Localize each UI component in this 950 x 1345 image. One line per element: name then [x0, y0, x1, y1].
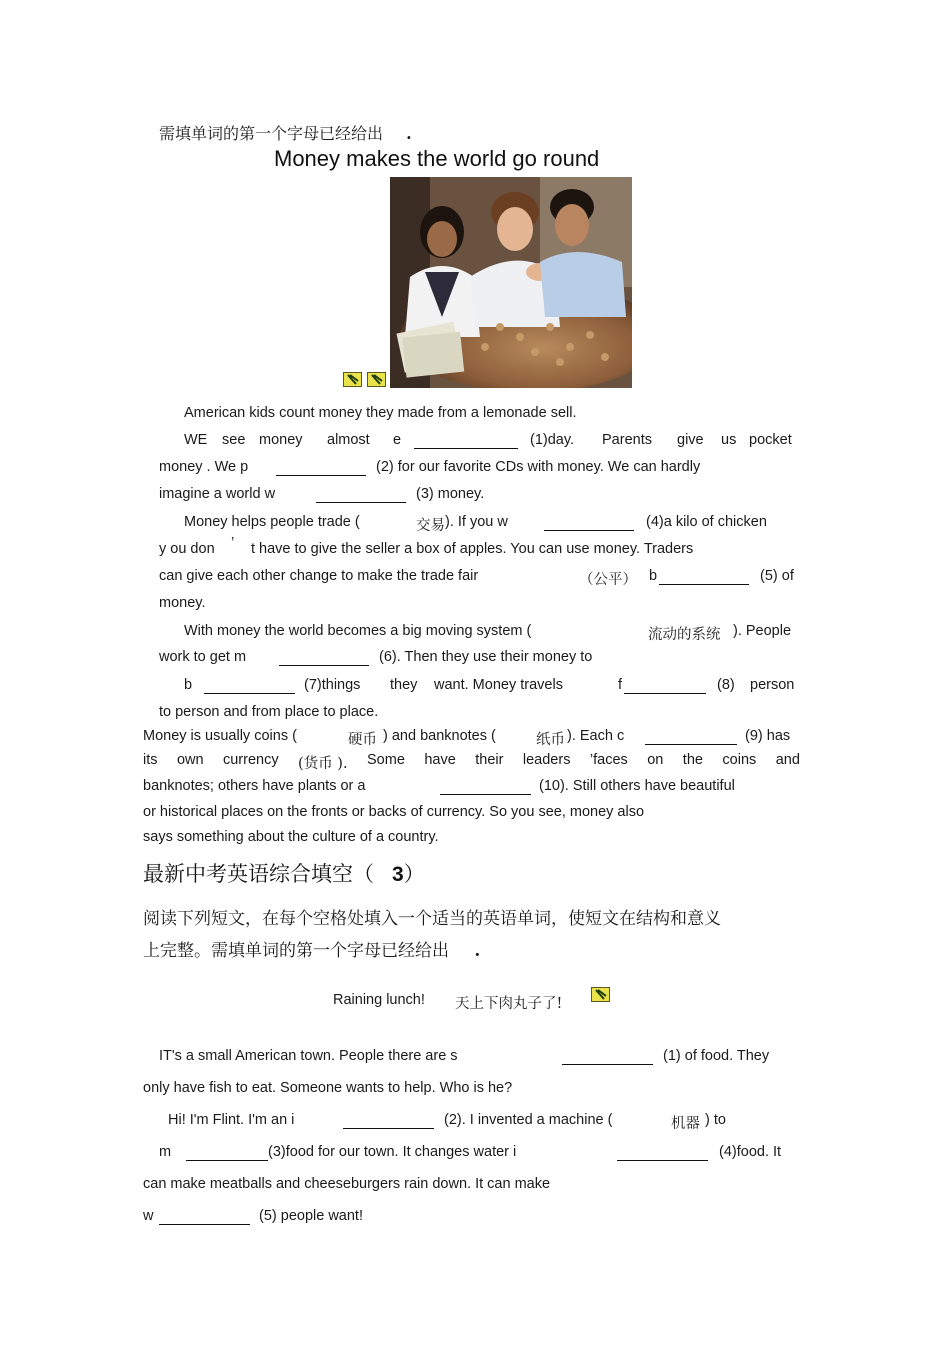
blank-4[interactable]: [544, 516, 634, 531]
text: person: [750, 677, 795, 693]
word: have: [424, 752, 456, 768]
word: currency: [222, 752, 279, 768]
text: (5) people want!: [259, 1208, 363, 1224]
word: their: [475, 752, 504, 768]
speaker-glyph-icon: [368, 373, 385, 386]
instruction-line: [143, 936, 480, 961]
text: Money is usually coins (: [143, 728, 297, 744]
text: t have to give the seller a box of apples. You can use money. Traders: [251, 541, 694, 557]
instruction-dot: .: [406, 124, 412, 143]
passage-line: can make meatballs and cheeseburgers rain down. It can make: [143, 1176, 551, 1192]
blank-2[interactable]: [276, 461, 366, 476]
photo-caption: American kids count money they made from a lemonade sell.: [184, 405, 577, 421]
text: they: [390, 677, 418, 693]
blank-7[interactable]: [204, 679, 295, 694]
passage-line: [159, 649, 593, 665]
text: With money the world becomes a big moving system (: [184, 623, 532, 639]
text: (7)things: [304, 677, 361, 693]
word: and: [775, 752, 800, 768]
word: the: [682, 752, 703, 768]
text: Money helps people trade (: [184, 514, 360, 530]
text: (3) money.: [416, 486, 485, 502]
instruction-line: 阅读下列短文，在每个空格处填入一个适当的英语单词，使短文在结构和意义: [143, 909, 721, 929]
heading-text: 最新中考英语综合填空（: [143, 862, 374, 886]
passage-line: [184, 623, 792, 643]
text: (4)food. It: [719, 1144, 782, 1160]
word: coins: [722, 752, 757, 768]
text: Hi! I'm Flint. I'm an i: [168, 1112, 295, 1128]
heading-close: ）: [403, 862, 425, 886]
photo-illustration: [390, 177, 632, 388]
text: (3)food for our town. It changes water i: [268, 1144, 517, 1160]
word: see: [222, 432, 246, 448]
text: m: [159, 1144, 172, 1160]
passage-line: money.: [159, 595, 206, 611]
text: (2). I invented a machine (: [444, 1112, 613, 1128]
blank-s2-1[interactable]: [562, 1050, 653, 1065]
text: ) and banknotes (: [383, 728, 496, 744]
text: imagine a world w: [159, 486, 276, 502]
kids-counting-coins-photo: [390, 177, 632, 388]
text: (5) of: [760, 568, 794, 584]
text: IT's a small American town. People there are s: [159, 1048, 458, 1064]
instruction-dot: .: [474, 941, 481, 961]
text: (2) for our favorite CDs with money. We can hardly: [376, 459, 701, 475]
chinese-gloss: （公平）: [579, 572, 637, 588]
text: w: [143, 1208, 154, 1224]
passage-line: to person and from place to place.: [159, 704, 379, 720]
instruction-tail: [159, 121, 412, 144]
text: ). People: [733, 623, 792, 639]
instruction-text: 上完整。需填单词的第一个字母已经给出: [143, 941, 449, 961]
apostrophe: ’: [231, 535, 235, 551]
text: ). If you w: [445, 514, 508, 530]
blank-6[interactable]: [279, 651, 369, 666]
text: (9) has: [745, 728, 791, 744]
text: (4)a kilo of chicken: [646, 514, 767, 530]
passage-line: says something about the culture of a country.: [143, 829, 439, 845]
text: ) to: [705, 1112, 726, 1128]
speaker-glyph-icon: [344, 373, 361, 386]
word: Some: [367, 752, 405, 768]
blank-s2-5[interactable]: [159, 1210, 250, 1225]
blank-1[interactable]: [414, 434, 518, 449]
text: f: [618, 677, 623, 693]
audio-speaker-icon[interactable]: [343, 372, 362, 387]
passage-line: or historical places on the fronts or backs of currency. So you see, money also: [143, 804, 645, 820]
passage-line: [159, 486, 485, 502]
speaker-glyph-icon: [592, 988, 609, 1001]
passage-title: Money makes the world go round: [274, 146, 600, 171]
passage-line: [143, 778, 735, 794]
subtitle-en: Raining lunch!: [333, 992, 425, 1008]
word: leaders: [522, 752, 571, 768]
word: us: [721, 432, 737, 448]
passage-line: [168, 1112, 726, 1132]
word: money: [259, 432, 303, 448]
chinese-gloss: 流动的系统: [648, 627, 721, 643]
passage-line: [159, 568, 794, 588]
passage-line: only have fish to eat. Someone wants to help. Who is he?: [143, 1080, 513, 1096]
text: want. Money travels: [434, 677, 563, 693]
blank-5[interactable]: [659, 570, 749, 585]
blank-10[interactable]: [440, 780, 531, 795]
word: WE: [184, 432, 208, 448]
text: b: [184, 677, 193, 693]
text: banknotes; others have plants or a: [143, 778, 366, 794]
passage-line: [184, 514, 767, 534]
word: on: [647, 752, 664, 768]
word: Parents: [602, 432, 652, 448]
passage-line: [143, 728, 791, 748]
text: (1) of food. They: [663, 1048, 770, 1064]
blank-8[interactable]: [624, 679, 706, 694]
instruction-text: 需填单词的第一个字母已经给出: [159, 124, 384, 143]
passage-line: [159, 535, 694, 557]
passage-subtitle: [333, 992, 563, 1012]
blank-s2-4[interactable]: [617, 1146, 708, 1161]
chinese-gloss: 纸币: [536, 732, 565, 748]
text: money . We p: [159, 459, 249, 475]
blank-3[interactable]: [316, 488, 406, 503]
text: work to get m: [159, 649, 247, 665]
text: b: [649, 568, 658, 584]
chinese-gloss: 硬币: [348, 732, 377, 748]
word: almost: [327, 432, 370, 448]
text: ). Each c: [567, 728, 625, 744]
word: its: [143, 752, 158, 768]
audio-speaker-icon[interactable]: [591, 987, 610, 1002]
section-heading: [143, 858, 425, 888]
word: pocket: [749, 432, 792, 448]
word: give: [677, 432, 704, 448]
text: (8): [717, 677, 735, 693]
blank-9[interactable]: [645, 730, 737, 745]
blank-s2-3[interactable]: [186, 1146, 268, 1161]
heading-number: 3: [392, 863, 404, 886]
audio-speaker-icon[interactable]: [367, 372, 386, 387]
passage-line: [159, 459, 701, 475]
blank-s2-2[interactable]: [343, 1114, 434, 1129]
text: (6). Then they use their money to: [379, 649, 593, 665]
text: (10). Still others have beautiful: [539, 778, 735, 794]
word: e: [393, 432, 402, 448]
text: can give each other change to make the trade fair: [159, 568, 479, 584]
word: ’faces: [589, 752, 628, 768]
passage-line: [159, 1144, 782, 1160]
passage-line: [143, 1208, 363, 1224]
subtitle-cn: 天上下肉丸子了!: [455, 996, 563, 1012]
chinese-gloss: 交易: [416, 518, 445, 534]
passage-line: [143, 752, 800, 773]
word: (货币 ).: [298, 756, 348, 772]
passage-line: [159, 1048, 770, 1064]
chinese-gloss: 机器: [671, 1116, 700, 1132]
word: (1)day.: [530, 432, 575, 448]
text: y ou don: [159, 541, 215, 557]
word: own: [176, 752, 204, 768]
